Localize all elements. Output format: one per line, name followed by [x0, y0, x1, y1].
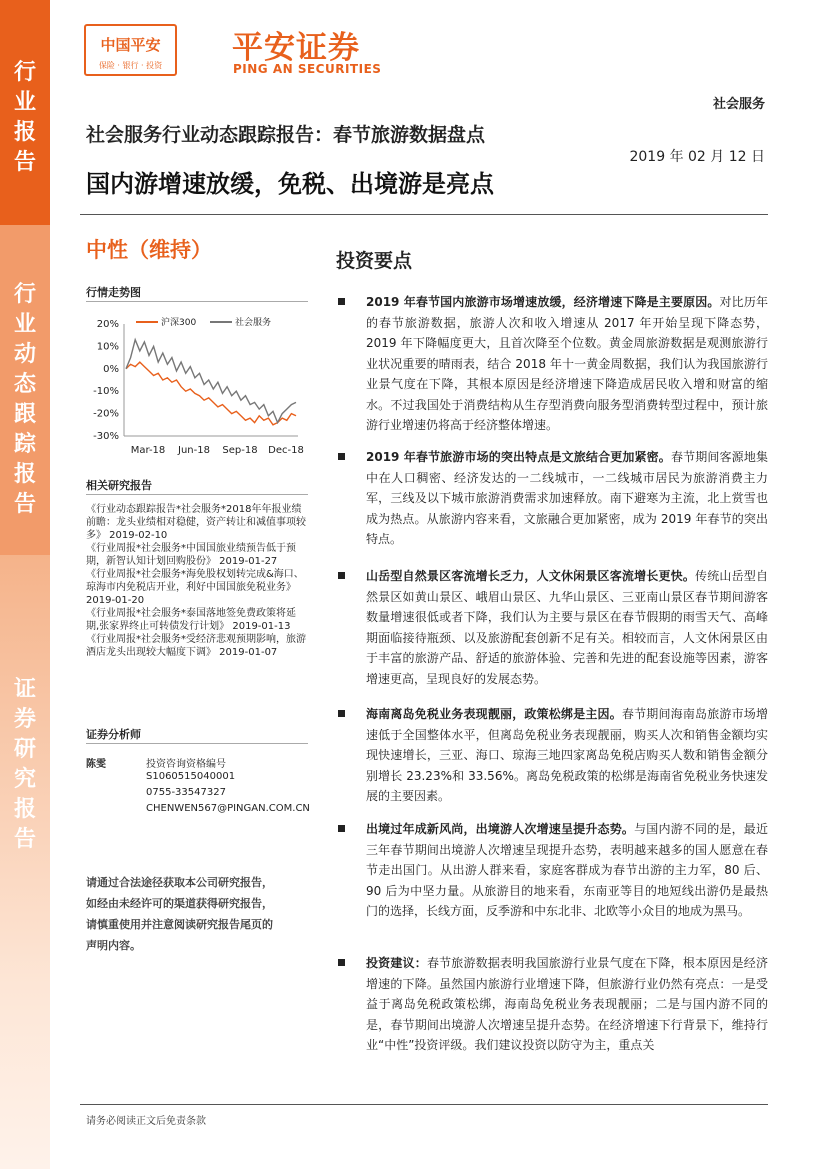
sidebar-char: 告: [13, 492, 36, 517]
sidebar-char: 券: [13, 707, 36, 732]
footer-note: 请务必阅读正文后免责条款: [86, 1116, 206, 1127]
invest-point: [338, 292, 768, 436]
invest-point-text: 与国内游不同的是，最近三年春节期间出境游人次增速呈现提升态势，表明越来越多的国人愿意在春节走出国门。从出游人群来看，家庭客群成为春节出游的主力军，80 后、90 后为中坚力量。从旅游目的地来看，东南亚等目的地短线出游仍是最热门的选择，长线方面，反季游和中东北非、北欧等小众目的地成为黑马。: [366, 822, 768, 918]
chart-section-label: 行情走势图: [86, 286, 141, 299]
analyst-email: CHENWEN567@PINGAN.COM.CN: [146, 803, 310, 814]
y-tick-label: 0%: [103, 363, 119, 375]
analyst-section-label: 证券分析师: [86, 728, 141, 741]
chart-section-rule: [86, 301, 308, 302]
invest-point-bold: 海南离岛免税业务表现靓丽，政策松绑是主因。: [366, 707, 622, 721]
disclaimer: 请通过合法途径获取本公司研究报告，如经由未经许可的渠道获得研究报告，请慎重使用并注意阅读研究报告尾页的声明内容。: [86, 876, 273, 952]
analyst-section-rule: [86, 743, 308, 744]
sidebar-char: 证: [13, 677, 36, 702]
analyst-cert-label: 投资咨询资格编号: [146, 759, 226, 770]
analyst-name: 陈雯: [86, 759, 106, 770]
sidebar-char: 行: [13, 60, 36, 85]
series-line-social-services: [126, 340, 296, 423]
related-reports-list: [86, 503, 308, 659]
bullet-icon: [338, 453, 345, 460]
related-report-item: 《行业动态跟踪报告*社会服务*2018年年报业绩前瞻：龙头业绩相对稳健，资产转让和减值事项较多》 2019-02-10: [86, 504, 306, 541]
sidebar-char: 告: [13, 827, 36, 852]
invest-point: [338, 819, 768, 922]
sidebar-char: 动: [13, 342, 36, 367]
rating: 中性（维持）: [86, 238, 212, 262]
sidebar-char: 报: [13, 462, 36, 487]
sidebar-char: 态: [13, 372, 36, 397]
sidebar-report-type: [0, 0, 50, 225]
report-subtitle: 国内游增速放缓，免税、出境游是亮点: [86, 170, 494, 198]
sidebar-char: 业: [13, 312, 36, 337]
invest-point: [338, 566, 768, 689]
bullet-icon: [338, 710, 345, 717]
y-tick-label: -20%: [93, 408, 119, 420]
related-report-item: 《行业周报*社会服务*中国国旅业绩预告低于预期，新智认知计划回购股份》 2019-01-27: [86, 543, 296, 567]
invest-point-bold: 2019 年春节国内旅游市场增速放缓，经济增速下降是主要原因。: [366, 295, 720, 309]
sidebar-char: 报: [13, 120, 36, 145]
sidebar-char: 踪: [13, 432, 36, 457]
logo-left-sub: 保险 · 银行 · 投资: [98, 61, 163, 70]
x-tick-label: Jun-18: [178, 445, 210, 456]
report-title: 社会服务行业动态跟踪报告：春节旅游数据盘点: [86, 124, 486, 146]
invest-point-text: 春节期间客源地集中在人口稠密、经济发达的一二线城市，一二线城市居民为旅游消费主力军，三线及以下城市旅游消费需求加速释放。南下避寒为主流，北上赏雪也成为热点。从旅游内容来看，文旅融合更加紧密，成为 2019 年春节的突出特点。: [366, 450, 768, 546]
x-tick-label: Sep-18: [222, 445, 258, 456]
sidebar-char: 跟: [13, 402, 36, 427]
y-tick-label: 20%: [96, 319, 119, 330]
logo-left-name: 中国平安: [100, 36, 161, 54]
related-report-item: 《行业周报*社会服务*泰国落地签免费政策将延期,张家界终止可转债发行计划》 2019-01-13: [86, 608, 296, 632]
bullet-icon: [338, 298, 345, 305]
y-tick-label: 10%: [96, 341, 119, 353]
related-section-rule: [86, 494, 308, 495]
sidebar-char: 告: [13, 150, 36, 175]
x-tick-label: Dec-18: [268, 445, 304, 456]
sidebar-char: 究: [13, 767, 36, 792]
report-date: 2019 年 02 月 12 日: [629, 149, 765, 165]
analyst-cert-no: S1060515040001: [146, 771, 236, 782]
legend-label: 沪深300: [161, 318, 197, 328]
related-report-item: 《行业周报*社会服务*受经济悲观预期影响，旅游酒店龙头出现较大幅度下调》 2019-01-07: [86, 634, 306, 658]
investment-heading: 投资要点: [336, 250, 413, 272]
legend-label: 社会服务: [235, 318, 272, 328]
invest-point-bold: 出境过年成新风尚，出境游人次增速呈提升态势。: [366, 822, 635, 836]
series-line-csi300: [126, 362, 296, 425]
sidebar-char: 研: [13, 737, 36, 762]
sidebar: [0, 0, 50, 1169]
pingan-securities-logo: 平安证券: [232, 30, 360, 66]
related-report-item: 《行业周报*社会服务*海免股权划转完成&海口、琼海市内免税店开业，利好中国国旅免税业务》 2019-01-20: [86, 569, 304, 606]
sidebar-char: 行: [13, 282, 36, 307]
sector-label: 社会服务: [712, 97, 765, 112]
market-trend-chart: [86, 310, 308, 460]
invest-point-bold: 2019 年春节旅游市场的突出特点是文旅结合更加紧密。: [366, 450, 671, 464]
bullet-icon: [338, 959, 345, 966]
footer-divider: [80, 1104, 768, 1105]
x-tick-label: Mar-18: [130, 445, 166, 456]
sidebar-research-report: [0, 555, 50, 1169]
sidebar-char: 业: [13, 90, 36, 115]
bullet-icon: [338, 572, 345, 579]
pingan-securities-logo-en: PING AN SECURITIES: [233, 62, 382, 76]
invest-point-bold: 山岳型自然景区客流增长乏力，人文休闲景区客流增长更快。: [366, 569, 696, 583]
invest-point: [338, 953, 768, 1056]
invest-point: [338, 447, 768, 550]
invest-point-text: 传统山岳型自然景区如黄山景区、峨眉山景区、九华山景区、三亚南山景区春节期间游客数量增速很低或者下降，我们认为主要与景区在春节假期的雨雪天气、高峰期面临接待瓶颈、以及旅游配套创新不足有关。相较而言，人文休闲景区由于丰富的旅游产品、舒适的旅游体验、完善和先进的配套设施等因素，游客增速更高，呈现良好的发展态势。: [366, 569, 768, 686]
invest-point: [338, 704, 768, 807]
y-tick-label: -30%: [93, 431, 119, 442]
invest-point-text: 春节期间海南岛旅游市场增速低于全国整体水平，但离岛免税业务表现靓丽，购买人次和销售金额均实现快速增长，三亚、海口、琼海三地四家离岛免税店购买人数和销售金额分别增长 23.23%和 33.56%。离岛免税政策的松绑是海南省免税业务快速发展的主要因素。: [366, 707, 768, 803]
sidebar-char: 报: [13, 797, 36, 822]
y-tick-label: -10%: [93, 386, 119, 398]
invest-point-text: 对比历年的春节旅游数据，旅游人次和收入增速从 2017 年开始呈现下降态势，2019 年下降幅度更大，且首次降至个位数。黄金周旅游数据是观测旅游行业状况重要的晴雨表，结合 2018 年十一黄金周数据，我们认为我国旅游行业景气度在下降，其根本原因是经济增速下降造成居民收入增和财富的缩水。不过我国处于消费结构从生存型消费向服务型消费转型过程中，预计旅游行业增速仍将高于经济整体增速。: [366, 295, 768, 432]
invest-point-bold: 投资建议：: [366, 956, 427, 970]
pingan-group-logo: [84, 24, 177, 76]
invest-point-text: 春节旅游数据表明我国旅游行业景气度在下降，根本原因是经济增速的下降。虽然国内旅游行业增速下降，但旅游行业仍然有亮点：一是受益于离岛免税政策松绑，海南岛免税业务表现靓丽；二是与国内游不同的是，春节期间出境游人次增速呈提升态势。在经济增速下行背景下，维持行业“中性”投资评级。我们建议投资以防守为主，重点关: [366, 956, 768, 1052]
related-section-label: 相关研究报告: [86, 479, 152, 492]
sidebar-report-category: [0, 225, 50, 555]
analyst-phone: 0755-33547327: [146, 787, 226, 798]
bullet-icon: [338, 825, 345, 832]
header-divider: [80, 214, 768, 215]
